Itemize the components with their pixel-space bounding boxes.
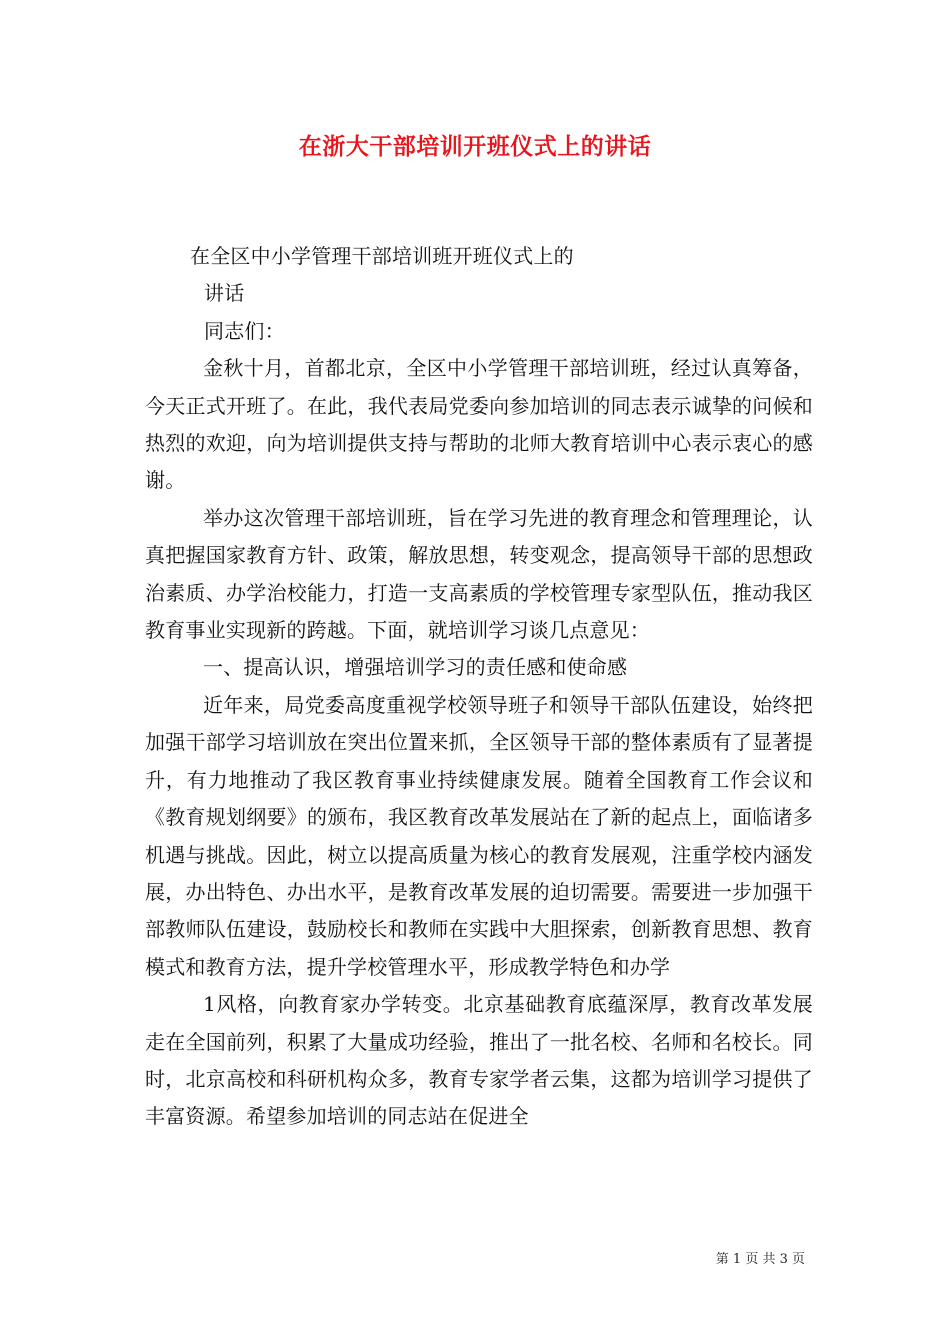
paragraph: 金秋十月，首都北京，全区中小学管理干部培训班，经过认真筹备，今天正式开班了。在此，我代表局党委向参加培训的同志表示诚挚的问候和热烈的欢迎，向为培训提供支持与帮助的北师大教育培训中心表示衷心的感谢。	[145, 356, 813, 493]
section-heading: 一、提高认识，增强培训学习的责任感和使命感	[203, 655, 628, 680]
subtitle-line-2: 讲话	[204, 281, 245, 306]
subtitle-line-1: 在全区中小学管理干部培训班开班仪式上的	[190, 244, 574, 268]
salutation: 同志们：	[204, 318, 285, 343]
document-body	[145, 238, 813, 1136]
document-title: 在浙大干部培训开班仪式上的讲话	[298, 133, 652, 160]
paragraph: 1风格，向教育家办学转变。北京基础教育底蕴深厚，教育改革发展走在全国前列，积累了大量成功经验，推出了一批名校、名师和名校长。同时，北京高校和科研机构众多，教育专家学者云集，这都为培训学习提供了丰富资源。希望参加培训的同志站在促进全	[145, 992, 813, 1129]
paragraph: 近年来，局党委高度重视学校领导班子和领导干部队伍建设，始终把加强干部学习培训放在突出位置来抓，全区领导干部的整体素质有了显著提升，有力地推动了我区教育事业持续健康发展。随着全国教育工作会议和《教育规划纲要》的颁布，我区教育改革发展站在了新的起点上，面临诸多机遇与挑战。因此，树立以提高质量为核心的教育发展观，注重学校内涵发展，办出特色、办出水平，是教育改革发展的迫切需要。需要进一步加强干部教师队伍建设，鼓励校长和教师在实践中大胆探索，创新教育思想、教育模式和教育方法，提升学校管理水平，形成教学特色和办学	[145, 692, 813, 979]
paragraph: 举办这次管理干部培训班，旨在学习先进的教育理念和管理理论，认真把握国家教育方针、政策，解放思想，转变观念，提高领导干部的思想政治素质、办学治校能力，打造一支高素质的学校管理专家型队伍，推动我区教育事业实现新的跨越。下面，就培训学习谈几点意见：	[145, 505, 813, 643]
page-number: 第 1 页 共 3 页	[715, 1252, 805, 1267]
